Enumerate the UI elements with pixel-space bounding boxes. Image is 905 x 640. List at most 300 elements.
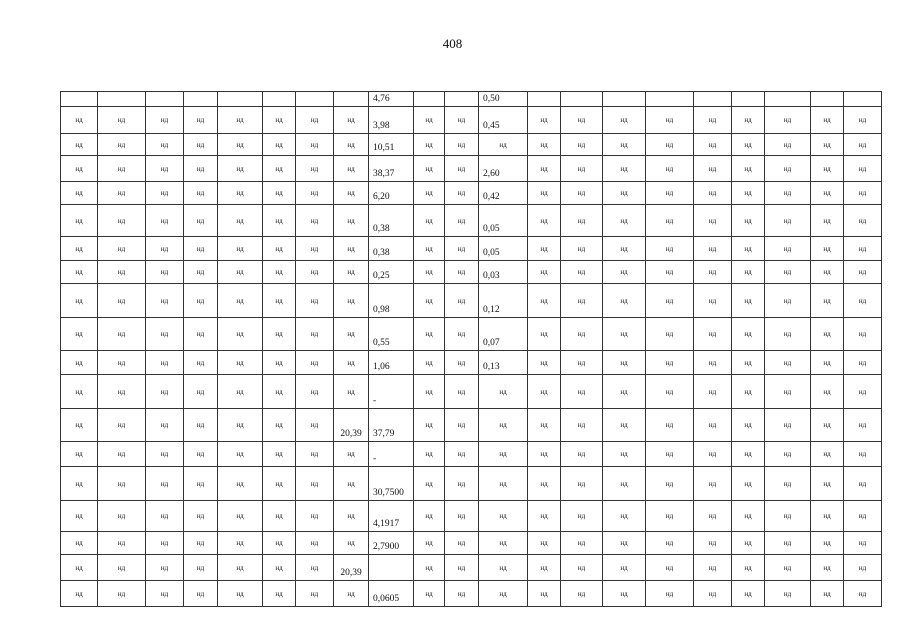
table-cell: нд [732, 532, 765, 555]
table-cell: нд [844, 182, 882, 205]
table-cell: нд [844, 532, 882, 555]
table-cell: нд [561, 182, 603, 205]
table-cell: нд [528, 182, 561, 205]
table-cell: нд [646, 581, 694, 607]
table-cell: нд [732, 442, 765, 467]
table-cell: нд [218, 205, 263, 237]
table-cell: нд [61, 182, 98, 205]
table-cell: нд [218, 237, 263, 261]
table-cell: нд [98, 156, 146, 182]
table-row [61, 501, 882, 532]
table-cell: нд [296, 501, 334, 532]
table-cell [369, 555, 414, 581]
table-cell: нд [296, 555, 334, 581]
table-cell: нд [646, 409, 694, 442]
table-cell: нд [218, 107, 263, 134]
table-cell: нд [603, 375, 646, 409]
table-cell: нд [146, 284, 184, 318]
table-cell: нд [445, 442, 479, 467]
table-cell: 0,13 [479, 351, 528, 375]
table-cell: нд [646, 237, 694, 261]
table-cell: нд [146, 375, 184, 409]
table-cell: нд [561, 237, 603, 261]
table-cell: нд [646, 156, 694, 182]
table-row [61, 581, 882, 607]
table-cell: нд [603, 182, 646, 205]
table-cell: нд [184, 375, 218, 409]
table-cell: нд [146, 532, 184, 555]
table-cell: нд [603, 467, 646, 501]
table-cell: нд [811, 351, 844, 375]
table-cell: нд [765, 501, 811, 532]
table-cell: нд [603, 107, 646, 134]
table-cell: нд [218, 467, 263, 501]
table-cell: нд [603, 532, 646, 555]
table-cell: нд [811, 205, 844, 237]
table-cell: 0,03 [479, 261, 528, 284]
table-cell: 6,20 [369, 182, 414, 205]
table-cell: 0,42 [479, 182, 528, 205]
table-cell: нд [646, 555, 694, 581]
table-cell: 38,37 [369, 156, 414, 182]
table-cell: нд [61, 351, 98, 375]
table-cell: нд [296, 156, 334, 182]
table-row [61, 92, 882, 107]
table-cell: нд [334, 205, 369, 237]
table-cell: нд [479, 442, 528, 467]
table-cell: нд [146, 205, 184, 237]
table-cell: нд [445, 237, 479, 261]
table-cell: нд [528, 284, 561, 318]
table-cell: нд [445, 182, 479, 205]
table-cell [646, 92, 694, 107]
table-cell: 3,98 [369, 107, 414, 134]
table-cell: нд [811, 107, 844, 134]
table-cell: нд [732, 182, 765, 205]
table-cell: нд [334, 107, 369, 134]
table-cell: нд [414, 156, 445, 182]
table-cell: нд [61, 501, 98, 532]
table-cell: нд [528, 237, 561, 261]
table-cell: нд [263, 261, 296, 284]
table-cell: нд [765, 409, 811, 442]
table-cell: нд [694, 318, 732, 351]
table-cell: нд [765, 156, 811, 182]
table-cell [98, 92, 146, 107]
table-cell: нд [646, 501, 694, 532]
table-cell: нд [61, 156, 98, 182]
table-row [61, 555, 882, 581]
table-cell: - [369, 442, 414, 467]
table-cell: нд [445, 467, 479, 501]
table-cell: нд [765, 581, 811, 607]
table-cell: нд [694, 442, 732, 467]
table-cell [811, 92, 844, 107]
table-cell: нд [61, 107, 98, 134]
table-cell: нд [479, 581, 528, 607]
table-cell: нд [61, 375, 98, 409]
table-cell: нд [561, 532, 603, 555]
table-cell: 0,0605 [369, 581, 414, 607]
table-cell: 0,38 [369, 205, 414, 237]
table-cell: нд [61, 555, 98, 581]
table-cell: нд [528, 134, 561, 156]
table-cell [765, 92, 811, 107]
table-cell [603, 92, 646, 107]
table-cell: нд [218, 182, 263, 205]
table-cell: нд [561, 134, 603, 156]
table-cell: нд [561, 442, 603, 467]
table-cell: нд [61, 237, 98, 261]
table-cell [561, 92, 603, 107]
table-cell: нд [146, 318, 184, 351]
table-cell: нд [414, 467, 445, 501]
table-cell: нд [445, 555, 479, 581]
table-cell: нд [296, 261, 334, 284]
table-cell: нд [561, 205, 603, 237]
table-cell: нд [146, 555, 184, 581]
table-cell: нд [334, 284, 369, 318]
table-cell: 0,98 [369, 284, 414, 318]
table-cell: нд [603, 156, 646, 182]
table-cell: нд [694, 532, 732, 555]
table-cell: нд [263, 134, 296, 156]
table-cell: нд [61, 442, 98, 467]
table-cell [528, 92, 561, 107]
table-cell: нд [146, 442, 184, 467]
table-cell: нд [844, 318, 882, 351]
page-number: 408 [442, 36, 463, 51]
table-cell: нд [561, 351, 603, 375]
table-cell: нд [98, 532, 146, 555]
table-cell: нд [414, 409, 445, 442]
table-cell: нд [732, 284, 765, 318]
table-cell: нд [263, 409, 296, 442]
table-cell: нд [646, 442, 694, 467]
table-cell: нд [694, 501, 732, 532]
table-cell: нд [646, 107, 694, 134]
table-cell: нд [334, 318, 369, 351]
table-cell: нд [528, 467, 561, 501]
table-cell: нд [218, 351, 263, 375]
table-cell: нд [334, 182, 369, 205]
table-cell: нд [528, 501, 561, 532]
table-cell: нд [561, 555, 603, 581]
table-cell: нд [603, 261, 646, 284]
table-cell: нд [732, 237, 765, 261]
table-cell: нд [296, 581, 334, 607]
table-row [61, 261, 882, 284]
table-cell: нд [414, 182, 445, 205]
table-cell [184, 92, 218, 107]
table-cell: нд [694, 261, 732, 284]
table-cell: нд [765, 375, 811, 409]
table-cell: нд [296, 318, 334, 351]
table-cell: нд [218, 532, 263, 555]
table-cell: нд [694, 409, 732, 442]
table-cell: нд [445, 581, 479, 607]
table-cell: 2,60 [479, 156, 528, 182]
table-cell: нд [334, 581, 369, 607]
table-cell: нд [218, 318, 263, 351]
table-cell: нд [61, 318, 98, 351]
table-cell: нд [296, 375, 334, 409]
table-cell: нд [334, 467, 369, 501]
table-cell [844, 92, 882, 107]
table-cell [732, 92, 765, 107]
table-cell: нд [414, 261, 445, 284]
table-cell: нд [765, 261, 811, 284]
table-cell: нд [98, 318, 146, 351]
table-cell: нд [263, 351, 296, 375]
table-cell: нд [263, 237, 296, 261]
table-cell: нд [844, 442, 882, 467]
table-cell: нд [445, 284, 479, 318]
table-cell: нд [561, 107, 603, 134]
table-cell: нд [184, 532, 218, 555]
table-cell: нд [445, 156, 479, 182]
table-cell: нд [479, 467, 528, 501]
table-cell: нд [414, 555, 445, 581]
table-cell: нд [694, 555, 732, 581]
table-cell: нд [445, 409, 479, 442]
table-cell: нд [811, 318, 844, 351]
table-cell [263, 92, 296, 107]
table-cell: нд [528, 318, 561, 351]
table-row [61, 409, 882, 442]
table-cell: нд [646, 261, 694, 284]
table-cell: нд [98, 107, 146, 134]
table-cell: нд [146, 182, 184, 205]
table-cell [218, 92, 263, 107]
table-cell: нд [218, 375, 263, 409]
table-cell: нд [603, 205, 646, 237]
table-cell: нд [765, 107, 811, 134]
table-cell: нд [414, 284, 445, 318]
table-cell: нд [218, 284, 263, 318]
table-cell: нд [61, 409, 98, 442]
table-cell: 30,7500 [369, 467, 414, 501]
table-cell: нд [184, 555, 218, 581]
table-cell: нд [184, 107, 218, 134]
table-cell: нд [844, 134, 882, 156]
table-cell: нд [646, 205, 694, 237]
table-row [61, 237, 882, 261]
table-cell: нд [528, 375, 561, 409]
table-cell: нд [561, 284, 603, 318]
table-cell: нд [414, 134, 445, 156]
table-row [61, 107, 882, 134]
table-cell: нд [844, 375, 882, 409]
table-cell: нд [414, 532, 445, 555]
data-table [60, 91, 882, 607]
table-cell: нд [98, 555, 146, 581]
table-cell: нд [646, 375, 694, 409]
table-cell: нд [184, 351, 218, 375]
table-cell: нд [61, 581, 98, 607]
table-cell: нд [296, 442, 334, 467]
table-row [61, 375, 882, 409]
table-cell: нд [844, 237, 882, 261]
table-cell: нд [603, 581, 646, 607]
table-cell: нд [603, 237, 646, 261]
table-cell: нд [646, 318, 694, 351]
table-cell: нд [218, 442, 263, 467]
table-cell: нд [184, 501, 218, 532]
table-cell: нд [811, 442, 844, 467]
table-cell: нд [98, 182, 146, 205]
table-cell: нд [184, 182, 218, 205]
table-row [61, 284, 882, 318]
table-cell: нд [646, 467, 694, 501]
table-cell: нд [646, 182, 694, 205]
table-cell: нд [765, 284, 811, 318]
table-cell: нд [479, 409, 528, 442]
table-cell: нд [146, 501, 184, 532]
table-cell: нд [646, 532, 694, 555]
table-cell: нд [561, 581, 603, 607]
table-cell: нд [61, 284, 98, 318]
table-cell: нд [811, 182, 844, 205]
table-cell: нд [561, 261, 603, 284]
table-cell: нд [98, 409, 146, 442]
table-cell: нд [263, 284, 296, 318]
table-cell: нд [296, 182, 334, 205]
table-cell: нд [765, 205, 811, 237]
table-cell: нд [603, 318, 646, 351]
table-cell: нд [218, 134, 263, 156]
table-cell: нд [811, 532, 844, 555]
table-cell: нд [296, 107, 334, 134]
table-cell: нд [694, 205, 732, 237]
table-cell: нд [263, 156, 296, 182]
table-cell: нд [528, 532, 561, 555]
table-cell: нд [98, 442, 146, 467]
table-cell: нд [184, 442, 218, 467]
table-cell: нд [844, 467, 882, 501]
table-cell: нд [334, 501, 369, 532]
table-cell: нд [561, 375, 603, 409]
table-cell: нд [98, 261, 146, 284]
table-cell: нд [603, 351, 646, 375]
table-cell: 20,39 [334, 409, 369, 442]
table-cell: нд [296, 134, 334, 156]
table-cell [146, 92, 184, 107]
table-cell: нд [61, 261, 98, 284]
table-cell: нд [184, 156, 218, 182]
table-cell: нд [765, 442, 811, 467]
table-cell: нд [184, 467, 218, 501]
table-cell: 0,05 [479, 205, 528, 237]
table-cell: нд [414, 237, 445, 261]
table-cell: нд [146, 351, 184, 375]
table-cell: нд [694, 156, 732, 182]
table-cell: нд [844, 409, 882, 442]
table-cell [61, 92, 98, 107]
table-cell: нд [765, 318, 811, 351]
table-cell: нд [98, 134, 146, 156]
table-cell: нд [528, 156, 561, 182]
table-cell: нд [263, 555, 296, 581]
table-cell: нд [844, 581, 882, 607]
table-cell: нд [646, 134, 694, 156]
table-cell: нд [61, 134, 98, 156]
table-cell: нд [263, 467, 296, 501]
table-cell: нд [561, 467, 603, 501]
table-cell: нд [445, 205, 479, 237]
table-cell: нд [146, 237, 184, 261]
table-cell: нд [561, 409, 603, 442]
table-row [61, 442, 882, 467]
table-cell: нд [263, 532, 296, 555]
table-cell: нд [263, 205, 296, 237]
table-row [61, 156, 882, 182]
table-cell: нд [732, 581, 765, 607]
table-cell: нд [263, 318, 296, 351]
table-cell: нд [146, 581, 184, 607]
table-cell: нд [811, 467, 844, 501]
table-cell: нд [811, 261, 844, 284]
table-cell: 37,79 [369, 409, 414, 442]
table-cell: 0,07 [479, 318, 528, 351]
table-cell: нд [98, 351, 146, 375]
table-cell: нд [732, 318, 765, 351]
table-cell: нд [414, 581, 445, 607]
table-cell: нд [218, 409, 263, 442]
table-cell: нд [694, 581, 732, 607]
table-cell: нд [732, 409, 765, 442]
table-cell: нд [218, 261, 263, 284]
table-cell: нд [414, 442, 445, 467]
table-cell: нд [184, 205, 218, 237]
table-cell: нд [218, 581, 263, 607]
table-cell: нд [146, 261, 184, 284]
table-cell: нд [561, 318, 603, 351]
table-cell: нд [844, 261, 882, 284]
table-cell: нд [184, 581, 218, 607]
table-cell: нд [445, 107, 479, 134]
table-cell: нд [765, 555, 811, 581]
table-cell: нд [528, 409, 561, 442]
table-cell: нд [184, 237, 218, 261]
table-cell [694, 92, 732, 107]
table-cell: нд [296, 532, 334, 555]
table-cell: нд [732, 107, 765, 134]
table-cell: нд [334, 134, 369, 156]
table-cell: нд [646, 351, 694, 375]
table-cell: нд [146, 467, 184, 501]
table-cell: нд [811, 284, 844, 318]
table-cell: нд [732, 555, 765, 581]
table-cell: 0,12 [479, 284, 528, 318]
table-cell: нд [479, 532, 528, 555]
table-cell: нд [98, 581, 146, 607]
table-cell: 4,76 [369, 92, 414, 107]
table-cell: нд [844, 284, 882, 318]
table-cell: нд [694, 182, 732, 205]
table-cell: нд [61, 532, 98, 555]
table-cell: 4,1917 [369, 501, 414, 532]
table-cell: нд [98, 467, 146, 501]
table-cell: нд [98, 501, 146, 532]
table-cell: нд [263, 501, 296, 532]
table-cell: нд [603, 501, 646, 532]
table-cell [334, 92, 369, 107]
table-cell: нд [263, 581, 296, 607]
table-row [61, 182, 882, 205]
table-cell: нд [296, 409, 334, 442]
table-cell: нд [334, 375, 369, 409]
